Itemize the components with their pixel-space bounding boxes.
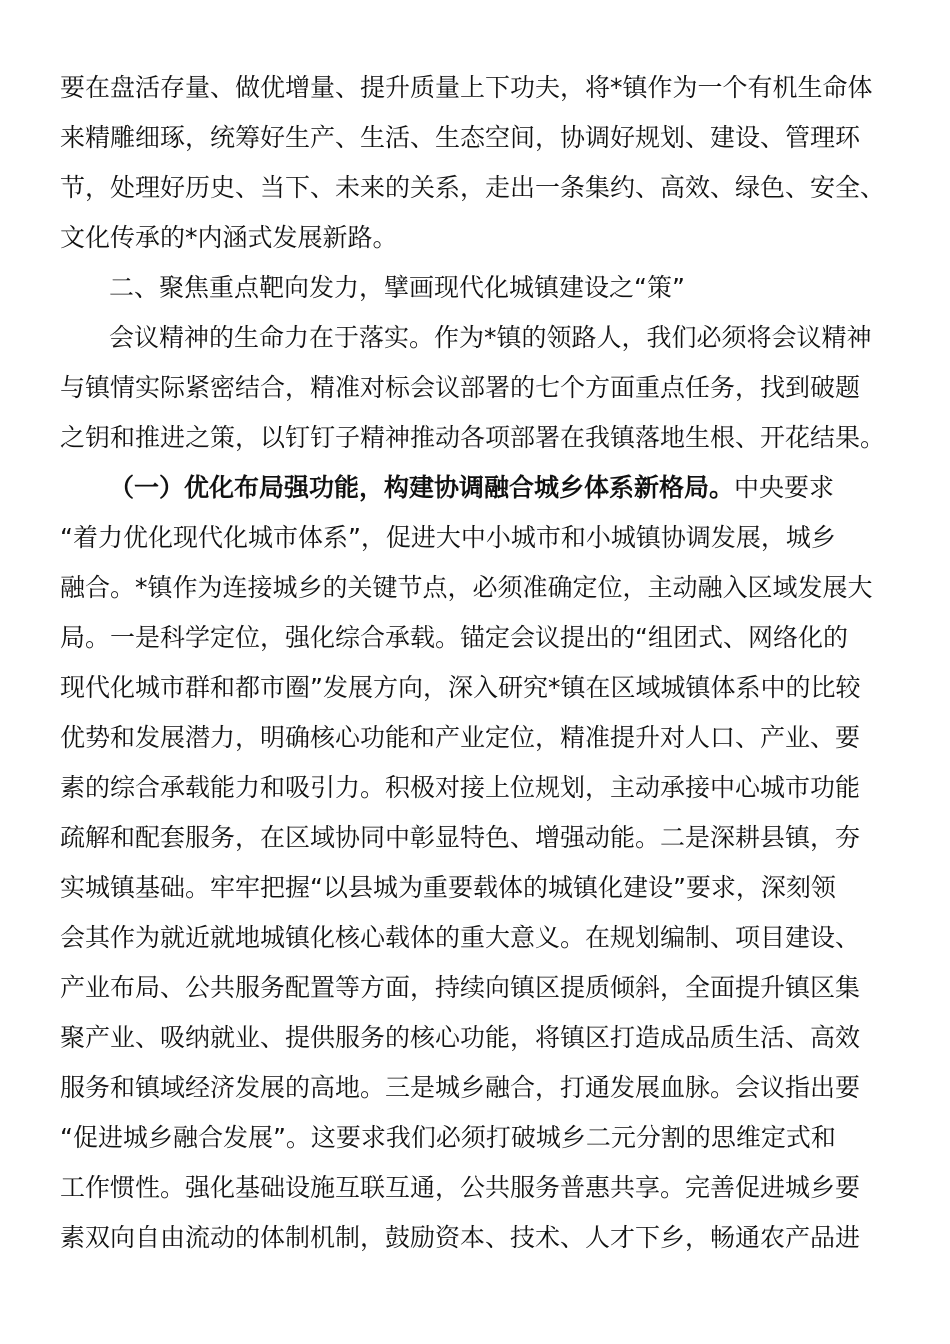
text-line: 与镇情实际紧密结合，精准对标会议部署的七个方面重点任务，找到破题 bbox=[60, 373, 861, 402]
text-line: 服务和镇域经济发展的高地。三是城乡融合，打通发展血脉。会议指出要 bbox=[60, 1073, 861, 1102]
text-line: 节，处理好历史、当下、未来的关系，走出一条集约、高效、绿色、安全、 bbox=[60, 173, 886, 202]
text-line: 工作惯性。强化基础设施互联互通，公共服务普惠共享。完善促进城乡要 bbox=[60, 1173, 861, 1202]
section-heading: 二、聚焦重点靶向发力，擘画现代化城镇建设之“策” bbox=[109, 273, 685, 302]
text-line: 局。一是科学定位，强化综合承载。锚定会议提出的“组团式、网络化的 bbox=[60, 623, 848, 652]
text-line: “促进城乡融合发展”。这要求我们必须打破城乡二元分割的思维定式和 bbox=[60, 1123, 836, 1152]
text-line: 之钥和推进之策，以钉钉子精神推动各项部署在我镇落地生根、开花结果。 bbox=[60, 423, 886, 452]
text-line: 会议精神的生命力在于落实。作为*镇的领路人，我们必须将会议精神 bbox=[109, 323, 872, 352]
text-line: 现代化城市群和都市圈”发展方向，深入研究*镇在区域城镇体系中的比较 bbox=[60, 673, 861, 702]
text-line: 会其作为就近就地城镇化核心载体的重大意义。在规划编制、项目建设、 bbox=[60, 923, 861, 952]
text-line: 来精雕细琢，统筹好生产、生活、生态空间，协调好规划、建设、管理环 bbox=[60, 123, 861, 152]
bold-subheading: （一）优化布局强功能，构建协调融合城乡体系新格局。 bbox=[109, 473, 735, 502]
text-line: 素双向自由流动的体制机制，鼓励资本、技术、人才下乡，畅通农产品进 bbox=[60, 1223, 861, 1252]
text-line: 实城镇基础。牢牢把握“以县城为重要载体的城镇化建设”要求，深刻领 bbox=[60, 873, 836, 902]
text-line: 要在盘活存量、做优增量、提升质量上下功夫，将*镇作为一个有机生命体 bbox=[60, 73, 873, 102]
text-line: 产业布局、公共服务配置等方面，持续向镇区提质倾斜，全面提升镇区集 bbox=[60, 973, 861, 1002]
subheading-line bbox=[109, 463, 892, 513]
text-line: 疏解和配套服务，在区域协同中彰显特色、增强动能。二是深耕县镇，夯 bbox=[60, 823, 861, 852]
text-line: 素的综合承载能力和吸引力。积极对接上位规划，主动承接中心城市功能 bbox=[60, 773, 861, 802]
subheading-continuation: 中央要求 bbox=[734, 473, 835, 502]
text-line: 融合。*镇作为连接城乡的关键节点，必须准确定位，主动融入区域发展大 bbox=[60, 573, 873, 602]
text-line: 优势和发展潜力，明确核心功能和产业定位，精准提升对人口、产业、要 bbox=[60, 723, 861, 752]
text-line: 文化传承的*内涵式发展新路。 bbox=[60, 223, 398, 252]
text-line: 聚产业、吸纳就业、提供服务的核心功能，将镇区打造成品质生活、高效 bbox=[60, 1023, 861, 1052]
text-line: “着力优化现代化城市体系”，促进大中小城市和小城镇协调发展，城乡 bbox=[60, 523, 836, 552]
